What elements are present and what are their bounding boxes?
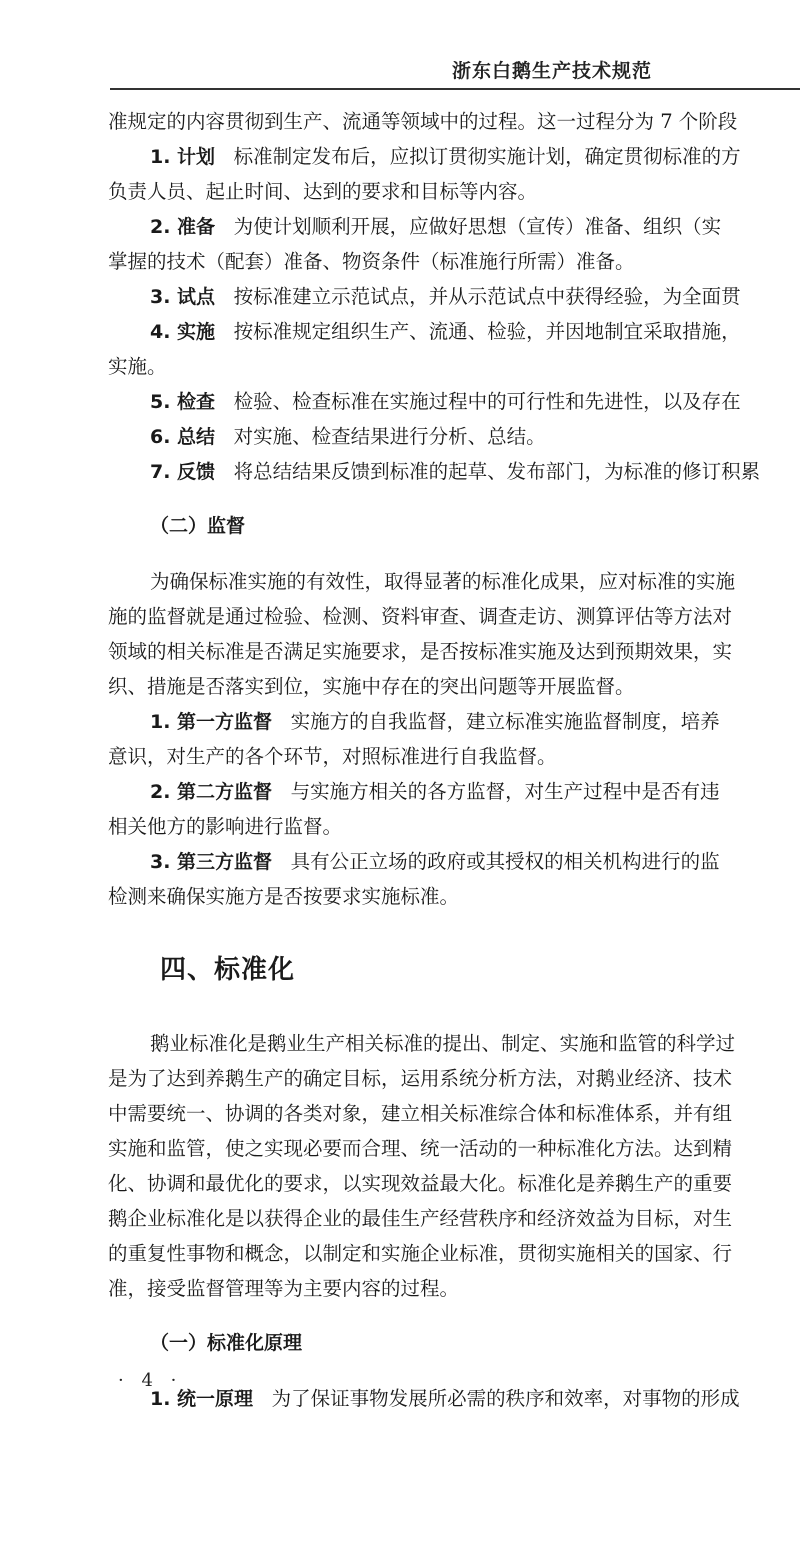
supervision-term: 2. 第二方监督 (150, 781, 273, 803)
stage-term: 1. 计划 (150, 146, 216, 168)
page-number: · 4 · (118, 1370, 183, 1391)
body-line: 实施。 (108, 355, 167, 378)
stage-term: 2. 准备 (150, 216, 216, 238)
body-line: 准，接受监督管理等为主要内容的过程。 (108, 1277, 460, 1300)
stage-text: 按标准建立示范试点，并从示范试点中获得经验，为全面贯 (233, 285, 741, 308)
body-line: 领域的相关标准是否满足实施要求，是否按标准实施及达到预期效果，实 (108, 640, 733, 663)
principle-item (108, 1381, 800, 1416)
stage-text: 检验、检查标准在实施过程中的可行性和先进性，以及存在 (233, 390, 741, 413)
subsection-heading: （一）标准化原理 (150, 1332, 303, 1354)
body-line: 化、协调和最优化的要求，以实现效益最大化。标准化是养鹅生产的重要 (108, 1172, 733, 1195)
body-line: 中需要统一、协调的各类对象，建立相关标准综合体和标准体系，并有组 (108, 1102, 733, 1125)
stage-item (108, 314, 800, 349)
spacer (108, 1000, 800, 1026)
stage-item (108, 454, 800, 489)
stage-text: 为使计划顺利开展，应做好思想（宣传）准备、组织（实 (233, 215, 722, 238)
body-line: 负责人员、起止时间、达到的要求和目标等内容。 (108, 180, 538, 203)
stage-item (108, 384, 800, 419)
stage-item (108, 139, 800, 174)
stage-text: 对实施、检查结果进行分析、总结。 (233, 425, 546, 448)
stage-term: 5. 检查 (150, 391, 216, 413)
supervision-text: 与实施方相关的各方监督，对生产过程中是否有违 (290, 780, 720, 803)
spacer (108, 544, 800, 564)
supervision-term: 1. 第一方监督 (150, 711, 273, 733)
body-line: 的重复性事物和概念，以制定和实施企业标准，贯彻实施相关的国家、行 (108, 1242, 733, 1265)
body-line: 是为了达到养鹅生产的确定目标，运用系统分析方法，对鹅业经济、技术 (108, 1067, 733, 1090)
stage-item (108, 209, 800, 244)
body-line: 施的监督就是通过检验、检测、资料审查、调查走访、测算评估等方法对 (108, 605, 733, 628)
body-line: 掌握的技术（配套）准备、物资条件（标准施行所需）准备。 (108, 250, 635, 273)
body-line: 检测来确保实施方是否按要求实施标准。 (108, 885, 460, 908)
stage-text: 按标准规定组织生产、流通、检验，并因地制宜采取措施， (233, 320, 741, 343)
supervision-text: 实施方的自我监督，建立标准实施监督制度，培养 (290, 710, 720, 733)
running-header: 浙东白鹅生产技术规范 (452, 60, 653, 82)
body-line: 意识，对生产的各个环节，对照标准进行自我监督。 (108, 745, 557, 768)
stage-item (108, 279, 800, 314)
stage-term: 6. 总结 (150, 426, 216, 448)
body-line: 鹅业标准化是鹅业生产相关标准的提出、制定、实施和监管的科学过 (150, 1032, 736, 1055)
page-body (108, 104, 800, 1416)
principle-text: 为了保证事物发展所必需的秩序和效率，对事物的形成 (271, 1387, 740, 1410)
spacer (108, 489, 800, 509)
stage-term: 3. 试点 (150, 286, 216, 308)
body-line: 鹅企业标准化是以获得企业的最佳生产经营秩序和经济效益为目标，对生 (108, 1207, 733, 1230)
supervision-text: 具有公正立场的政府或其授权的相关机构进行的监 (290, 850, 720, 873)
stage-text: 标准制定发布后，应拟订贯彻实施计划，确定贯彻标准的方 (233, 145, 741, 168)
supervision-item (108, 704, 800, 739)
supervision-item (108, 774, 800, 809)
subsection-heading: （二）监督 (150, 515, 246, 537)
spacer (108, 914, 800, 940)
body-line: 为确保标准实施的有效性，取得显著的标准化成果，应对标准的实施 (150, 570, 736, 593)
spacer (108, 1306, 800, 1326)
stage-text: 将总结结果反馈到标准的起草、发布部门，为标准的修订积累 (233, 460, 761, 483)
stage-item (108, 419, 800, 454)
body-line: 实施和监管，使之实现必要而合理、统一活动的一种标准化方法。达到精 (108, 1137, 733, 1160)
spacer (108, 1361, 800, 1381)
header-rule (110, 88, 800, 90)
body-line: 相关他方的影响进行监督。 (108, 815, 343, 838)
body-line: 准规定的内容贯彻到生产、流通等领域中的过程。这一过程分为 7 个阶段 (108, 110, 738, 133)
body-line: 织、措施是否落实到位，实施中存在的突出问题等开展监督。 (108, 675, 635, 698)
stage-term: 4. 实施 (150, 321, 216, 343)
principle-term: 1. 统一原理 (150, 1388, 254, 1410)
supervision-term: 3. 第三方监督 (150, 851, 273, 873)
stage-term: 7. 反馈 (150, 461, 216, 483)
supervision-item (108, 844, 800, 879)
section-title: 四、标准化 (160, 955, 296, 985)
